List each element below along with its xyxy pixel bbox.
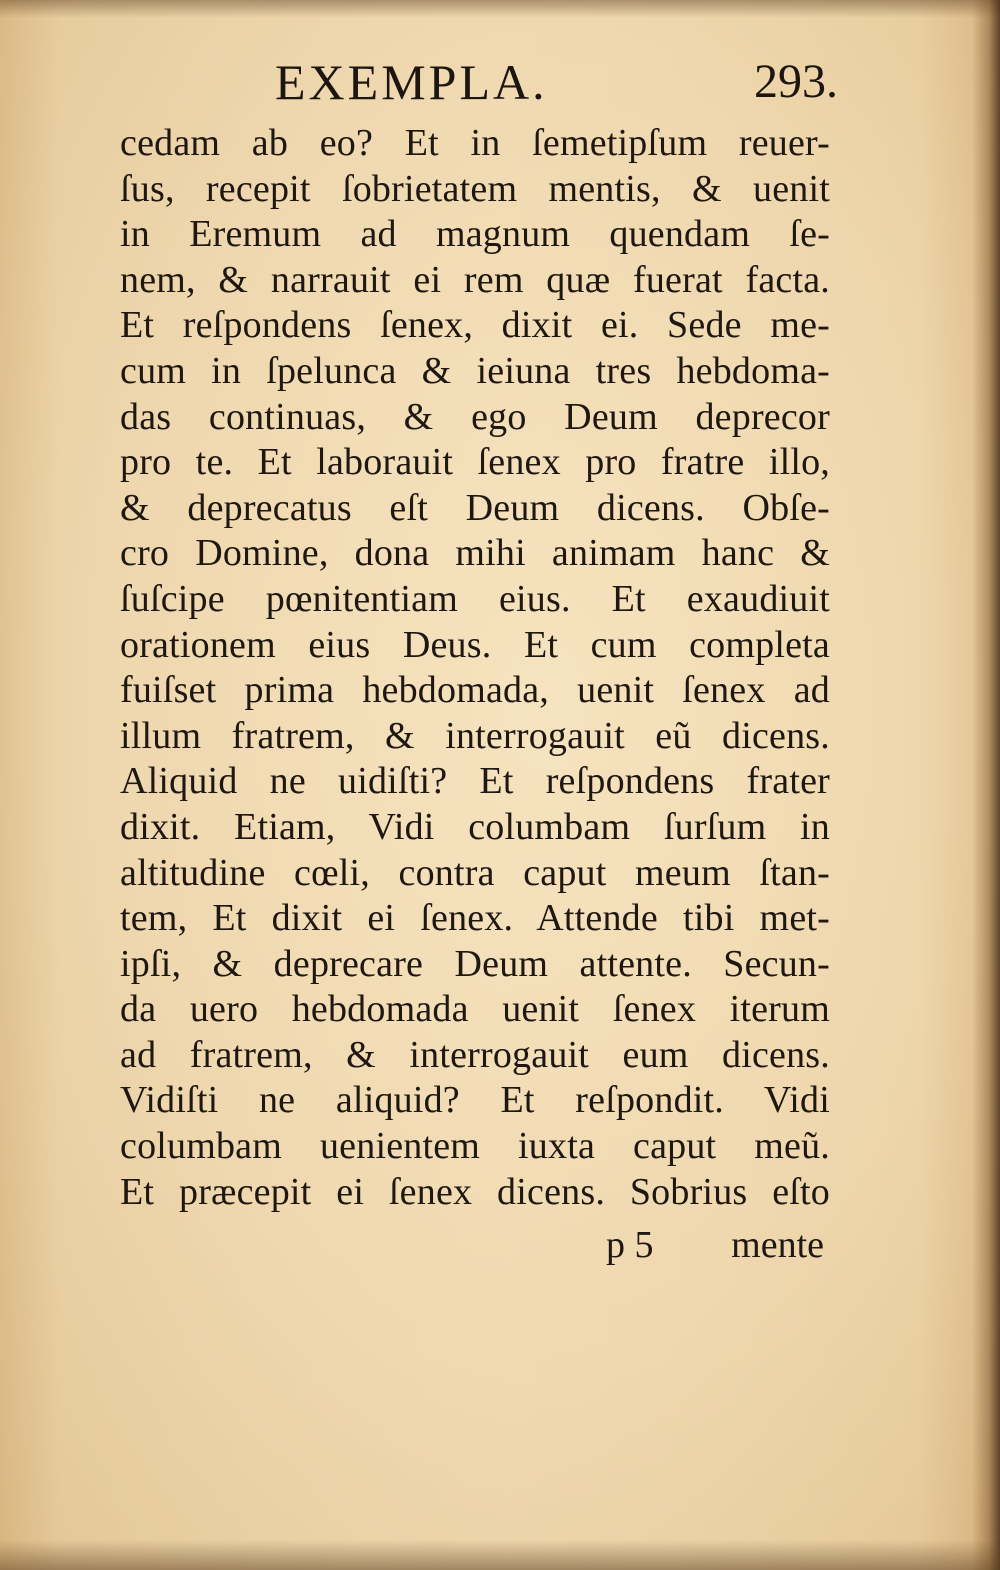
text-line: ipſi, & deprecare Deum attente. Secun- [120, 942, 830, 985]
text-line: & deprecatus eſt Deum dicens. Obſe- [120, 486, 830, 529]
signature-mark: p 5 [606, 1224, 654, 1266]
text-line: tem, Et dixit ei ſenex. Attende tibi met- [120, 897, 830, 940]
text-line: cum in ſpelunca & ieiuna tres hebdoma- [120, 349, 830, 392]
text-line: Aliquid ne uidiſti? Et reſpondens frater [120, 760, 830, 803]
page-top-edge-shadow [0, 0, 1000, 18]
page-bottom-edge-shadow [0, 1540, 1000, 1570]
text-line: ſus, recepit ſobrietatem mentis, & uenit [120, 167, 830, 210]
body-text [120, 121, 830, 1215]
catchline [606, 1222, 824, 1268]
text-line: ad fratrem, & interrogauit eum dicens. [120, 1033, 830, 1076]
page-header [120, 52, 838, 112]
text-line: das continuas, & ego Deum deprecor [120, 395, 830, 438]
text-line: da uero hebdomada uenit ſenex iterum [120, 988, 830, 1031]
text-line: altitudine cœli, contra caput meum ſtan- [120, 851, 830, 894]
text-line: dixit. Etiam, Vidi columbam ſurſum in [120, 805, 830, 848]
text-line: fuiſset prima hebdomada, uenit ſenex ad [120, 669, 830, 712]
text-line: pro te. Et laborauit ſenex pro fratre illo, [120, 441, 830, 484]
text-line: cro Domine, dona mihi animam hanc & [120, 532, 830, 575]
text-line: illum fratrem, & interrogauit eũ dicens. [120, 714, 830, 757]
catchword: mente [731, 1224, 824, 1266]
page-number: 293. [754, 55, 838, 108]
running-title: EXEMPLA. [275, 54, 548, 110]
text-line: ſuſcipe pœnitentiam eius. Et exaudiuit [120, 577, 830, 620]
page-right-edge-shadow [972, 0, 1000, 1570]
text-line: cedam ab eo? Et in ſemetipſum reuer- [120, 122, 830, 164]
text-line: orationem eius Deus. Et cum completa [120, 623, 830, 666]
text-line: Vidiſti ne aliquid? Et reſpondit. Vidi [120, 1079, 830, 1122]
text-line: nem, & narrauit ei rem quæ fuerat facta. [120, 258, 830, 301]
text-line: Et reſpondens ſenex, dixit ei. Sede me- [120, 304, 830, 347]
text-line: columbam uenientem iuxta caput meũ. [120, 1125, 830, 1168]
text-line: in Eremum ad magnum quendam ſe- [120, 213, 830, 256]
text-line: Et præcepit ei ſenex dicens. Sobrius eſto [120, 1170, 830, 1213]
